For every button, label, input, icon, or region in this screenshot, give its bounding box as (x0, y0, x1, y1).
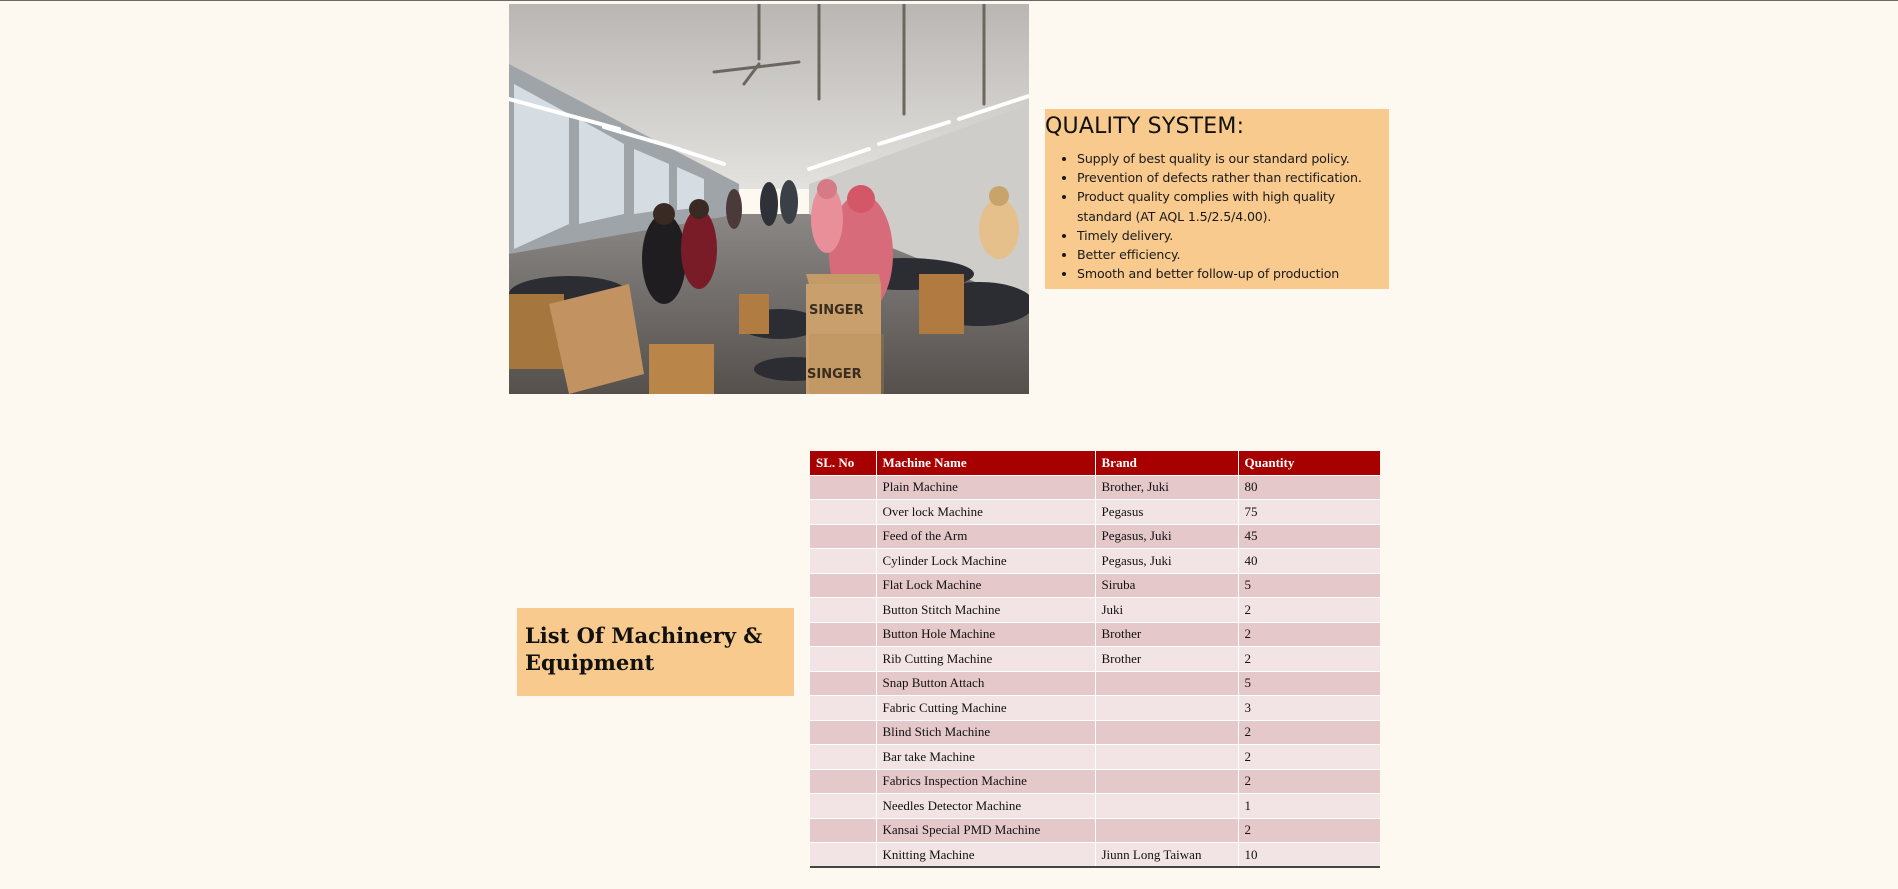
cell-brand: Pegasus, Juki (1095, 524, 1238, 549)
cell-sl-no (810, 500, 876, 525)
cell-machine-name: Over lock Machine (876, 500, 1095, 525)
cell-brand (1095, 745, 1238, 770)
box-brand-label: SINGER (807, 367, 862, 382)
cell-sl-no (810, 598, 876, 623)
quality-point: • Product quality complies with high quality standard (AT AQL 1.5/2.5/4.00). (1077, 187, 1389, 225)
table-row (810, 475, 1380, 500)
box-brand-label: SINGER (809, 303, 864, 318)
table-row (810, 696, 1380, 721)
quality-point: • Supply of best quality is our standard policy. (1077, 149, 1389, 168)
table-row (810, 720, 1380, 745)
quality-point: • Smooth and better follow-up of production (1077, 264, 1389, 283)
cell-machine-name: Cylinder Lock Machine (876, 549, 1095, 574)
table-row (810, 573, 1380, 598)
cell-sl-no (810, 549, 876, 574)
cell-machine-name: Feed of the Arm (876, 524, 1095, 549)
quality-points-list (1045, 149, 1389, 283)
column-header-quantity: Quantity (1238, 451, 1380, 475)
table-row (810, 745, 1380, 770)
cell-machine-name: Button Hole Machine (876, 622, 1095, 647)
cell-sl-no (810, 720, 876, 745)
machinery-table (810, 451, 1380, 868)
cell-quantity: 5 (1238, 671, 1380, 696)
machinery-heading: List Of Machinery & Equipment (525, 623, 763, 675)
machinery-table-body (810, 475, 1380, 867)
cell-quantity: 10 (1238, 843, 1380, 868)
cell-machine-name: Blind Stich Machine (876, 720, 1095, 745)
table-row (810, 524, 1380, 549)
table-header-row (810, 451, 1380, 475)
cell-machine-name: Rib Cutting Machine (876, 647, 1095, 672)
column-header-sl-no: SL. No (810, 451, 876, 475)
cell-brand: Brother (1095, 622, 1238, 647)
cell-sl-no (810, 794, 876, 819)
table-row (810, 647, 1380, 672)
cell-quantity: 45 (1238, 524, 1380, 549)
cell-quantity: 2 (1238, 598, 1380, 623)
cell-sl-no (810, 647, 876, 672)
cell-quantity: 2 (1238, 745, 1380, 770)
quality-point: • Prevention of defects rather than rectification. (1077, 168, 1389, 187)
quality-point: • Timely delivery. (1077, 226, 1389, 245)
cell-brand: Jiunn Long Taiwan (1095, 843, 1238, 868)
cell-sl-no (810, 843, 876, 868)
table-row (810, 549, 1380, 574)
cell-brand (1095, 769, 1238, 794)
cell-brand: Siruba (1095, 573, 1238, 598)
cell-quantity: 3 (1238, 696, 1380, 721)
cell-brand (1095, 696, 1238, 721)
table-row (810, 818, 1380, 843)
machinery-heading-box (517, 608, 794, 696)
cell-brand: Pegasus, Juki (1095, 549, 1238, 574)
cell-quantity: 1 (1238, 794, 1380, 819)
quality-point: • Better efficiency. (1077, 245, 1389, 264)
cell-quantity: 2 (1238, 622, 1380, 647)
cell-machine-name: Kansai Special PMD Machine (876, 818, 1095, 843)
table-row (810, 843, 1380, 868)
column-header-machine-name: Machine Name (876, 451, 1095, 475)
table-row (810, 622, 1380, 647)
cell-brand: Brother (1095, 647, 1238, 672)
cell-quantity: 2 (1238, 769, 1380, 794)
cell-sl-no (810, 475, 876, 500)
cell-brand (1095, 671, 1238, 696)
cell-sl-no (810, 818, 876, 843)
cell-quantity: 2 (1238, 818, 1380, 843)
cell-sl-no (810, 769, 876, 794)
table-row (810, 500, 1380, 525)
cell-machine-name: Flat Lock Machine (876, 573, 1095, 598)
table-row (810, 794, 1380, 819)
cell-sl-no (810, 573, 876, 598)
cell-brand: Juki (1095, 598, 1238, 623)
cell-quantity: 80 (1238, 475, 1380, 500)
cell-machine-name: Bar take Machine (876, 745, 1095, 770)
cell-sl-no (810, 622, 876, 647)
cell-machine-name: Fabrics Inspection Machine (876, 769, 1095, 794)
table-row (810, 598, 1380, 623)
cell-machine-name: Snap Button Attach (876, 671, 1095, 696)
top-divider (0, 0, 1898, 1)
cell-brand: Pegasus (1095, 500, 1238, 525)
cell-sl-no (810, 696, 876, 721)
quality-system-panel (1045, 109, 1389, 289)
table-row (810, 671, 1380, 696)
table-row (810, 769, 1380, 794)
cell-machine-name: Plain Machine (876, 475, 1095, 500)
cell-sl-no (810, 745, 876, 770)
column-header-brand: Brand (1095, 451, 1238, 475)
cell-quantity: 5 (1238, 573, 1380, 598)
cell-quantity: 2 (1238, 647, 1380, 672)
quality-system-heading: QUALITY SYSTEM: (1045, 114, 1245, 139)
cell-quantity: 2 (1238, 720, 1380, 745)
cell-brand (1095, 818, 1238, 843)
factory-floor-photo (509, 4, 1029, 394)
cell-machine-name: Knitting Machine (876, 843, 1095, 868)
cell-brand: Brother, Juki (1095, 475, 1238, 500)
cell-quantity: 75 (1238, 500, 1380, 525)
cell-machine-name: Button Stitch Machine (876, 598, 1095, 623)
cell-quantity: 40 (1238, 549, 1380, 574)
cell-brand (1095, 794, 1238, 819)
cell-sl-no (810, 671, 876, 696)
cell-brand (1095, 720, 1238, 745)
cell-sl-no (810, 524, 876, 549)
cell-machine-name: Fabric Cutting Machine (876, 696, 1095, 721)
cell-machine-name: Needles Detector Machine (876, 794, 1095, 819)
